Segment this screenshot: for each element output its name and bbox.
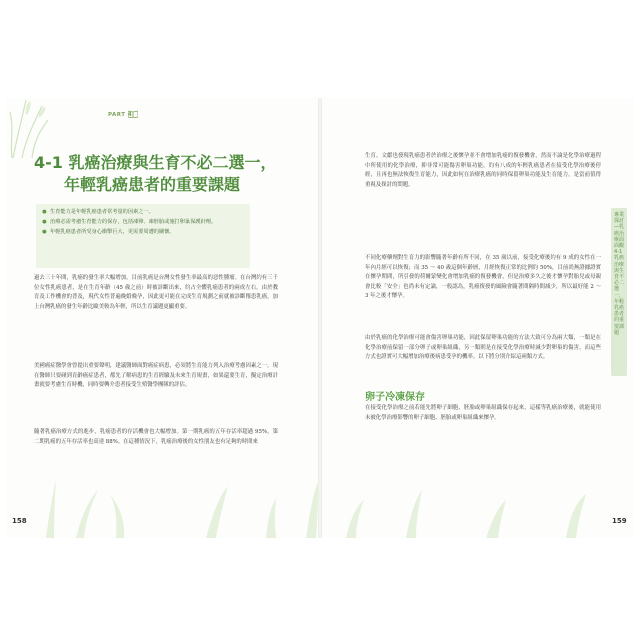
section-heading: 卵子冷凍保存 [365, 392, 425, 403]
body-paragraph: 美國癌症醫學會曾提出重要聲明，建議醫師面對癌症病患，必須將生育能力列入治療考慮因素之一。現在醫師只要碰到育齡癌症患者，都先了解病患的生育經驗及未來生育規畫，如果還要生育，擬定治療計畫就要考慮生育時機，同時要轉介患者接受生殖醫學團隊的評估。 [34, 363, 278, 389]
body-paragraph: 過去三十年間，乳癌的發生率大幅增加，目前乳癌是台灣女性發生率最高的惡性腫瘤。在台灣約有三千位女性乳癌患者，是在生育年齡（45 歲之前）時被診斷出來，約占全體乳癌患者的兩成左右。由於教育及工作機會的普及，現代女性普遍晚婚晚孕，因此更可能在完成生育規劃之前就被診斷罹患乳癌，加上台灣乳癌的發生年齡比歐美較為年輕，所以生育議題更顯重要。 [34, 275, 278, 310]
book-icon [128, 110, 138, 118]
grass-decoration-icon [6, 460, 634, 538]
chapter-title-line2: 年輕乳癌患者的重要課題 [64, 175, 241, 194]
part-label: PART 4 [108, 112, 133, 118]
chapter-title-line1: 4-1 乳癌治療與生育不必二選一， [34, 153, 277, 172]
key-point [42, 218, 244, 226]
body-paragraph: 隨著乳癌治療方式的進步，乳癌患者的存活機會也大幅增加。第一期乳癌的五年存活率超過 95%，第二期乳癌的五年存活率也高達 88%。在這種情況下，乳癌治療後的女性朋友也有足夠的時間來 [34, 429, 278, 445]
body-paragraph: 生育。文獻也發現乳癌患者於治療之後懷孕並不會增加乳癌的復發機會，然而不論是化學治療過程中所使用的化學治療，抑非常可能傷害卵巢功能，約有八成的年輕乳癌患者在接受化學治療後停經，且再也無法恢復生育能力，因此如何在治療乳癌的同時保留卵巢功能及生育能力，是當前值得重視及探討的問題。 [365, 153, 601, 188]
body-paragraph: 在接受化學治療之前若能先將卵子細胞、胚胎或卵巢組織保存起來，這樣等乳癌治療後，就能使用未被化學治療影響的卵子細胞、胚胎或卵巢組織來懷孕。 [365, 405, 601, 421]
leaf-decoration-icon [8, 98, 128, 158]
key-points-box [36, 204, 250, 268]
body-paragraph: 不同化療藥劑對生育力的影響隨著年齡有所不同，在 35 歲以前，接受化療後約有 9 成的女性在一年內月經可以恢復；而 35 ～ 40 歲這個年齡層，月經恢復正常的比例約 50%，目前尚無證據證實在懷孕期間，所引發的荷爾蒙變化會增加乳癌的復發機會，但是治療多久之後才懷孕對胎兒或母親會比較「安全」也尚未有定論，一般認為，乳癌復發的風險會隨著間隔時間減少，所以最好能 2 ～ 3 年之後才懷孕。 [365, 255, 601, 300]
key-point-text: 生育能力是年輕乳癌患者常考量的因素之一。 [50, 209, 154, 215]
bullet-dot-icon: ● [42, 229, 47, 235]
page-number-right: 159 [612, 517, 627, 525]
bullet-dot-icon: ● [42, 209, 47, 215]
body-paragraph: 由於乳癌的化學治療可能會傷害卵巢功能，因此保留卵巢功能的方法大致可分為兩大類，一類是在化學治療前保留一部分卵子或卵巢組織，另一類則是在接受化學治療時減少對卵巢的傷害，而這些方式也證實可大幅增加治療後病患受孕的機率。以下將分別介紹這兩類方式。 [365, 335, 601, 361]
chapter-title [34, 152, 284, 196]
key-point [42, 228, 244, 236]
side-chapter-text: 專業探討—乳癌治療面面觀4-1乳癌治療與生育不必二選一，年輕乳癌患者的重要課題 [614, 212, 625, 336]
bullet-dot-icon: ● [42, 219, 47, 225]
page-number-left: 158 [12, 517, 27, 525]
key-point-text: 治療必需考慮生育能力的保存，包括凍卵、凍胚胎或施打卵巢保護針劑。 [50, 219, 217, 225]
key-point [42, 208, 244, 216]
key-point-text: 年輕乳癌患者所受身心衝擊巨大，更需要周遭的關懷。 [50, 229, 175, 235]
